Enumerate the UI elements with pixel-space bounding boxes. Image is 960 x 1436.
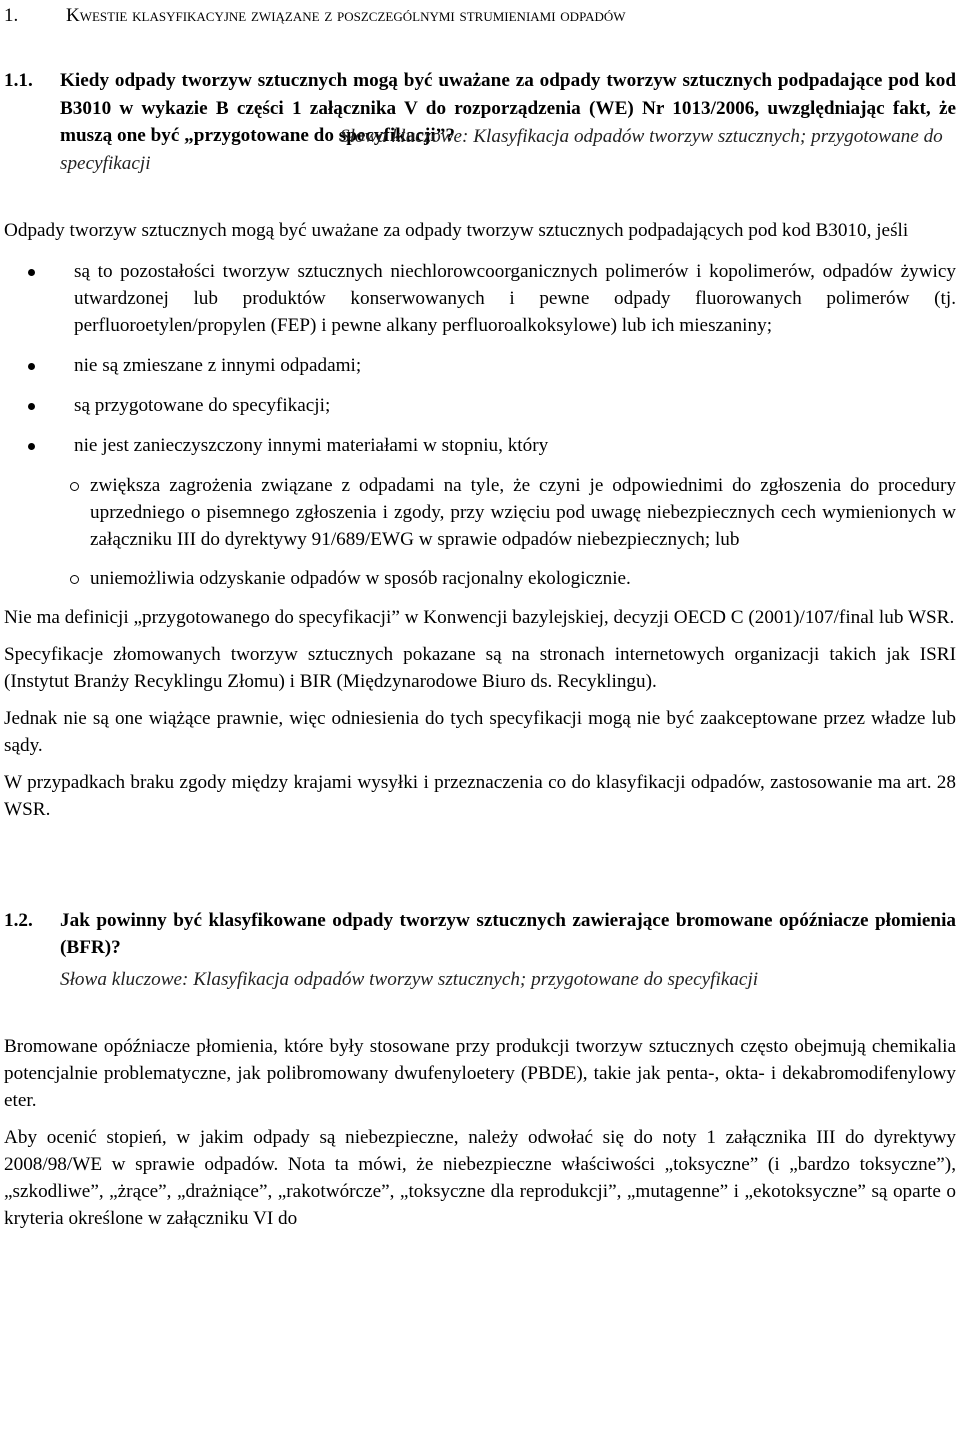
body-paragraph: Nie ma definicji „przygotowanego do specyfikacji” w Konwencji bazylejskiej, decyzji OECD C (2001)/107/final lub WSR.: [4, 606, 955, 628]
body-paragraph: Jednak nie są one wiążące prawnie, więc odniesienia do tych specyfikacji mogą nie być zaakceptowane przez władze lub sądy.: [4, 707, 956, 756]
section-heading: [4, 2, 956, 29]
bullet-icon: [28, 403, 35, 410]
section-number: 1.: [4, 5, 19, 26]
bullet-icon: [28, 363, 35, 370]
list-item: nie jest zanieczyszczony innymi materiałami w stopniu, który: [4, 432, 956, 459]
list-item: są to pozostałości tworzyw sztucznych niechlorowcoorganicznych polimerów i kopolimerów, odpadów żywicy utwardzonej lub produktów konserwowanych i pewne odpady fluorowanych polimerów (tj. perfluoroetylen/propylen (FEP) i pewne alkany perfluoroalkoksylowe) lub ich mieszaniny;: [4, 258, 956, 339]
keywords-1-2: Słowa kluczowe: Klasyfikacja odpadów tworzyw sztucznych; przygotowane do specyfikacji: [60, 968, 759, 990]
body-paragraph: Aby ocenić stopień, w jakim odpady są niebezpieczne, należy odwołać się do noty 1 załącznika III do dyrektywy 2008/98/WE w sprawie odpadów. Nota ta mówi, że niebezpieczne właściwości „toksyczne” (i „bardzo toksyczne”), „szkodliwe”, „żrące”, „drażniące”, „rakotwórcze”, „toksyczne dla reprodukcji”, „mutagenne” i „ekotoksyczne” są oparte o kryteria określone w załączniku VI do: [4, 1126, 956, 1229]
question-heading-1-2: [4, 907, 956, 962]
body-paragraph: W przypadkach braku zgody między krajami wysyłki i przeznaczenia co do klasyfikacji odpadów, zastosowanie ma art. 28 WSR.: [4, 771, 956, 820]
list-item: nie są zmieszane z innymi odpadami;: [4, 352, 956, 379]
question-number: 1.1.: [4, 70, 33, 91]
bullet-icon: [28, 269, 35, 276]
body-paragraph: Specyfikacje złomowanych tworzyw sztucznych pokazane są na stronach internetowych organizacji takich jak ISRI (Instytut Branży Recyklingu Złomu) i BIR (Międzynarodowe Biuro ds. Recyklingu).: [4, 643, 956, 692]
circle-bullet-icon: [70, 575, 79, 584]
keywords-1-1: Słowa kluczowe: Klasyfikacja odpadów tworzyw sztucznych; przygotowane do specyfikacji: [60, 125, 943, 174]
list-item: uniemożliwia odzyskanie odpadów w sposób racjonalny ekologicznie.: [4, 565, 956, 592]
list-item: zwiększa zagrożenia związane z odpadami na tyle, że czyni je odpowiednimi do zgłoszenia do procedury uprzedniego o pisemnego zgłoszenia i zgody, przy wzięciu pod uwagę niebezpiecznych cech wymienionych w załączniku III do dyrektywy 91/689/EWG w sprawie odpadów niebezpiecznych; lub: [4, 472, 956, 553]
intro-paragraph: Odpady tworzyw sztucznych mogą być uważane za odpady tworzyw sztucznych podpadających pod kod B3010, jeśli: [4, 219, 909, 241]
criteria-list: [4, 258, 956, 459]
list-item: są przygotowane do specyfikacji;: [4, 392, 956, 419]
question-title: Jak powinny być klasyfikowane odpady tworzyw sztucznych zawierające bromowane opóźniacze płomienia (BFR)?: [60, 909, 956, 959]
document-page: [4, 0, 956, 1232]
sub-criteria-list: [4, 472, 956, 592]
body-paragraph: Bromowane opóźniacze płomienia, które były stosowane przy produkcji tworzyw sztucznych często obejmują chemikalia potencjalnie problematyczne, jak polibromowany dwufenyloetery (PBDE), takie jak penta-, okta- i dekabromodifenylowy eter.: [4, 1035, 956, 1111]
bullet-icon: [28, 443, 35, 450]
question-title: Kiedy odpady tworzyw sztucznych mogą być uważane za odpady tworzyw sztucznych podpadające pod kod B3010 w wykazie B części 1 załącznika V do rozporządzenia (WE) Nr 1013/2006, uwzględniając fakt, że muszą one być „przygotowane do specyfikacji”?: [60, 70, 956, 147]
question-number: 1.2.: [4, 909, 33, 931]
circle-bullet-icon: [70, 482, 79, 491]
section-title: Kwestie klasyfikacyjne związane z poszczególnymi strumieniami odpadów: [66, 5, 626, 26]
